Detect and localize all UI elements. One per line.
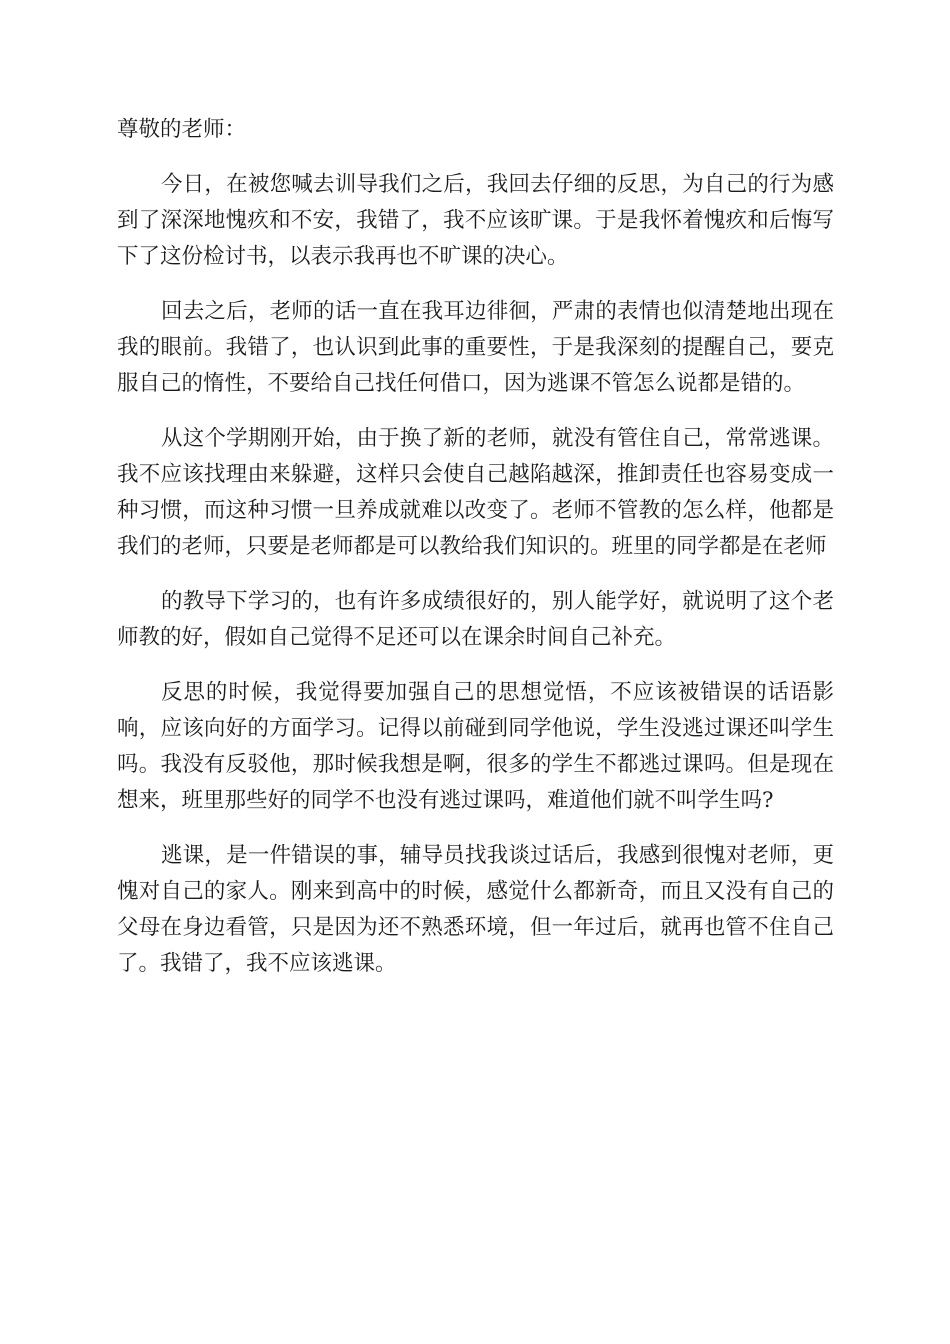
paragraph-3: 从这个学期刚开始，由于换了新的老师，就没有管住自己，常常逃课。我不应该找理由来躲避，这样只会使自己越陷越深，推卸责任也容易变成一种习惯，而这种习惯一旦养成就难以改变了。老师不管教的怎么样，他都是我们的老师，只要是老师都是可以教给我们知识的。班里的同学都是在老师 [117,426,834,559]
paragraph-6: 逃课，是一件错误的事，辅导员找我谈过话后，我感到很愧对老师，更愧对自己的家人。刚来到高中的时候，感觉什么都新奇，而且又没有自己的父母在身边看管，只是因为还不熟悉环境，但一年过后，就再也管不住自己了。我错了，我不应该逃课。 [117,843,834,976]
paragraph-2: 回去之后，老师的话一直在我耳边徘徊，严肃的表情也似清楚地出现在我的眼前。我错了，也认识到此事的重要性，于是我深刻的提醒自己，要克服自己的惰性，不要给自己找任何借口，因为逃课不管怎么说都是错的。 [117,299,834,396]
document-page [117,112,834,1001]
paragraph-1: 今日，在被您喊去训导我们之后，我回去仔细的反思，为自己的行为感到了深深地愧疚和不安，我错了，我不应该旷课。于是我怀着愧疚和后悔写下了这份检讨书，以表示我再也不旷课的决心。 [117,172,834,269]
salutation: 尊敬的老师： [117,117,247,142]
paragraph-4: 的教导下学习的，也有许多成绩很好的，别人能学好，就说明了这个老师教的好，假如自己觉得不足还可以在课余时间自己补充。 [117,589,834,650]
paragraph-5: 反思的时候，我觉得要加强自己的思想觉悟，不应该被错误的话语影响，应该向好的方面学习。记得以前碰到同学他说，学生没逃过课还叫学生吗。我没有反驳他，那时候我想是啊，很多的学生不都逃过课吗。但是现在想来，班里那些好的同学不也没有逃过课吗，难道他们就不叫学生吗? [117,680,834,813]
